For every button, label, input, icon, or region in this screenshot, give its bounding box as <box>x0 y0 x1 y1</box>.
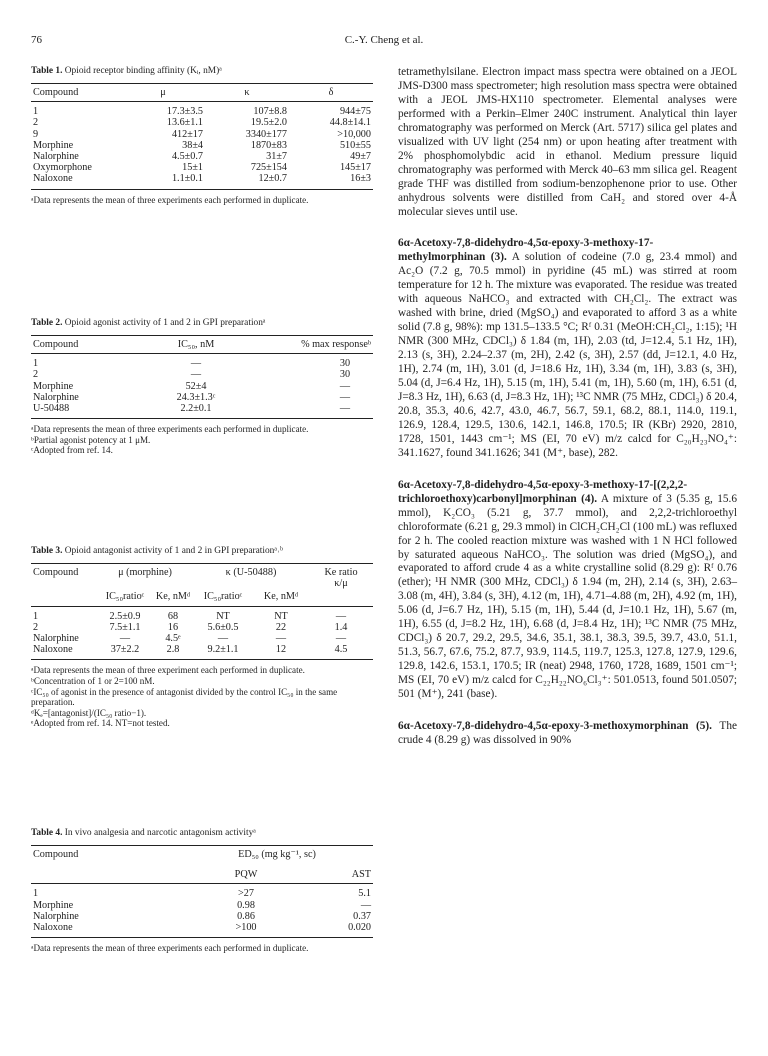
table-1-header: δ <box>328 87 334 98</box>
table-row: 2 7.5±1.1 16 5.6±0.5 22 1.4 <box>33 621 348 633</box>
table-row: 2 — 30 <box>33 369 351 381</box>
table-row: 1 2.5±0.9 68 NT NT — <box>33 610 347 622</box>
table-row: 1 >27 5.1 <box>33 888 371 900</box>
table-footnote: ᶜAdopted from ref. 14. <box>31 445 113 456</box>
table-4-caption: Table 4. In vivo analgesia and narcotic antagonism activityᵃ <box>31 828 256 838</box>
table-3-caption: Table 3. Opioid antagonist activity of 1 and 2 in GPI preparationᵃ˒ᵇ <box>31 546 283 556</box>
table-3-header: μ (morphine) <box>118 567 172 578</box>
table-row: 1 17.3±3.5 107±8.8 944±75 <box>33 106 371 118</box>
table-footnote: ᵇPartial agonist potency at 1 μM. <box>31 434 151 445</box>
table-1-header: μ <box>160 87 166 98</box>
table-footnote: ᵃData represents the mean of three experiments each performed in duplicate. <box>31 943 309 954</box>
right-column <box>398 66 737 748</box>
table-4-subheader: AST <box>351 869 371 881</box>
table-3-subheader: Ke, nMᵈ <box>263 591 299 603</box>
table-footnote: ᵇConcentration of 1 or 2=100 nM. <box>31 676 155 687</box>
table-row: Morphine 0.98 — <box>33 899 371 911</box>
table-4-subheader: PQW <box>234 869 258 881</box>
compound-4-text: A mixture of 3 (5.35 g, 15.6 mmol), K₂CO₃ (5.21 g, 37.7 mmol), and 2,2,2-trichloroethyl chloroformate (6.21 g, 29.3 mmol) in ClCH₂CH₂Cl (100 mL) was refluxed for 2 h. The cooled reaction mixture was washed with 1 N HCl followed by saturated aqueous NaHCO₃. The solution was dried (MgSO₄), and evaporated to afford crude 4 as a white crystalline solid (8.29 g): Rᶠ 0.76 (ether); ¹H NMR (300 MHz, CDCl₃) δ 1.94 (m, 2H), 2.14 (s, 3H), 2.63–3.08 (m, 4H), 3.84 (s, 3H), 4.12 (m, 1H), 4.71–4.88 (m, 2H), 4.92 (m, 1H), 5.06 (d, J=6.7 Hz, 1H), 5.15 (m, 1H), 5.44 (d, J=10.1 Hz, 1H), 5.67 (m, 1H), 6.55 (d, J=8.2 Hz, 1H), 6.68 (d, J=8.4 Hz, 1H); ¹³C NMR (75 MHz, CDCl₃) δ 20.7, 29.2, 29.5, 34.6, 35.1, 38.1, 38.3, 39.5, 39.7, 43.0, 51.1, 51.3, 56.7, 67.6, 75.2, 87.7, 93.9, 114.5, 119.7, 125.3, 127.8, 127.9, 129.6, 129.8, 142.6, 153.1, 170.5; IR (neat) 2948, 1760, 1728, 1689, 1501 cm⁻¹; MS (EI, 70 eV) m/z calcd for C₂₂H₂₂NO₆Cl₃⁺: 501.0513, found 501.0507; 501 (M⁺), 241 (base). <box>398 492 738 701</box>
table-footnote: ᵃData represents the mean of three experiment each performed in duplicate. <box>31 665 305 676</box>
page-header <box>31 34 737 50</box>
table-2-header: % max responseᵇ <box>301 339 371 350</box>
table-4-header: Compound <box>33 849 79 860</box>
table-4-grid <box>31 845 373 938</box>
experimental-intro: tetramethylsilane. Electron impact mass spectra were obtained on a JEOL JMS-D300 mass spectrometer; high resolution mass spectra were obtained with a JEOL JMS-HX110 spectrometer. Elemental analyses were performed with a Perkin–Elmer 240C instrument. Analytical thin layer chromatography was performed on Merck (Art. 5717) silica gel plates and visualized with UV light (254 nm) or upon heating after treatment with 2% phosphomolybdic acid in ethanol. Medium pressure liquid chromatography was performed with Merck 40–63 mm silica gel. Reagent grade THF was distilled from sodium-benzophenone prior to use. Other anhydrous solvents were distilled from CaH₂ and stored over 4-Å molecular sieves until use. <box>398 66 737 218</box>
table-row: Naloxone 1.1±0.1 12±0.7 16±3 <box>31 173 373 189</box>
compound-5-title: 6α-Acetoxy-7,8-didehydro-4,5α-epoxy-3-methoxymorphinan (5). <box>398 719 713 732</box>
table-1 <box>31 66 373 205</box>
table-row: Nalorphine 0.86 0.37 <box>33 910 371 922</box>
table-footnote: ᵉAdopted from ref. 14. NT=not tested. <box>31 718 170 729</box>
table-row: Morphine 52±4 — <box>33 380 351 392</box>
table-1-grid <box>31 83 373 190</box>
table-footnote: ᵃData represents the mean of three experiments each performed in duplicate. <box>31 194 309 205</box>
running-head: C.-Y. Cheng et al. <box>344 34 424 46</box>
compound-5-section <box>398 720 737 748</box>
table-3-ratio-sub: κ/μ <box>334 578 348 590</box>
table-1-header: κ <box>244 87 250 98</box>
table-3-header: Ke ratio <box>324 567 358 578</box>
table-row: Nalorphine 4.5±0.7 31±7 49±7 <box>33 151 371 163</box>
page-number: 76 <box>31 34 42 46</box>
table-2-caption: Table 2. Opioid agonist activity of 1 and 2 in GPI preparationᵃ <box>31 318 266 328</box>
table-2-grid <box>31 335 373 419</box>
table-3-header: κ (U-50488) <box>225 567 277 578</box>
table-3-subheader: IC₅₀ratioᶜ <box>105 591 145 603</box>
table-row: 2 13.6±1.1 19.5±2.0 44.8±14.1 <box>33 117 371 129</box>
table-footnote: ᶜIC₅₀ of agonist in the presence of antagonist divided by the control IC₅₀ in the same preparation. <box>31 686 338 708</box>
table-4-footnotes <box>31 943 373 954</box>
table-2-header: Compound <box>33 339 79 350</box>
table-4 <box>31 828 373 954</box>
table-3-header: Compound <box>33 567 79 578</box>
compound-3-title: 6α-Acetoxy-7,8-didehydro-4,5α-epoxy-3-methoxy-17-methylmorphinan (3). <box>398 237 654 264</box>
compound-3-section <box>398 237 737 460</box>
compound-5-text: The crude 4 (8.29 g) was dissolved in 90% <box>398 719 737 746</box>
table-row: 9 412±17 3340±177 >10,000 <box>33 128 371 140</box>
table-4-header: ED₅₀ (mg kg⁻¹, sc) <box>238 849 316 860</box>
table-2-footnotes <box>31 424 373 456</box>
table-3-subheader: Ke, nMᵈ <box>155 591 191 603</box>
table-1-header: Compound <box>33 87 79 98</box>
table-3-subheader: IC₅₀ratioᶜ <box>203 591 243 603</box>
table-footnote: ᵃData represents the mean of three experiments each performed in duplicate. <box>31 424 309 435</box>
table-footnote: ᵈKₑ=[antagonist]/(IC₅₀ ratio−1). <box>31 707 147 718</box>
table-row: Nalorphine 24.3±1.3ᶜ — <box>33 391 351 403</box>
table-row: U-50488 2.2±0.1 — <box>31 403 373 419</box>
table-3-grid <box>31 563 373 660</box>
table-1-caption: Table 1. Opioid receptor binding affinity (Kᵢ, nM)ᵃ <box>31 66 222 76</box>
compound-4-section <box>398 479 737 702</box>
table-row: Naloxone 37±2.2 2.8 9.2±1.1 12 4.5 <box>31 644 373 660</box>
table-3 <box>31 546 373 729</box>
table-2-header: IC₅₀, nM <box>177 339 215 350</box>
compound-4-title: 6α-Acetoxy-7,8-didehydro-4,5α-epoxy-3-methoxy-17-[(2,2,2-trichloroethoxy)carbonyl]morphinan (4). <box>398 478 688 505</box>
compound-3-text: A solution of codeine (7.0 g, 23.4 mmol) and Ac₂O (7.2 g, 70.5 mmol) in pyridine (45 mL) was stirred at room temperature for 12 h. The mixture was evaporated. The residue was treated with aqueous NaHCO₃ and extracted with CH₂Cl₂. The extract was washed with brine, dried (MgSO₄) and evaporated to afford 3 as a white solid (7.8 g, 98%): mp 131.5–133.5 °C; Rᶠ 0.31 (MeOH:CH₂Cl₂, 1:15); ¹H NMR (300 MHz, CDCl₃) δ 1.84 (m, 1H), 2.03 (td, J=12.4, 5.1 Hz, 1H), 2.13 (s, 3H), 2.24–2.37 (m, 2H), 2.42 (s, 3H), 2.57 (dd, J=12.1, 4.0 Hz, 1H), 2.74 (m, 1H), 3.01 (d, J=18.6 Hz, 1H), 3.34 (m, 1H), 3.83 (s, 3H), 5.04 (d, J=6.4 Hz, 1H), 5.15 (m, 1H), 5.41 (m, 1H), 5.60 (m, 1H), 6.51 (d, J=8.3 Hz, 1H), 6.63 (d, J=8.3 Hz, 1H); ¹³C NMR (75 MHz, CDCl₃) δ 20.4, 20.8, 35.3, 40.6, 42.7, 43.0, 46.7, 56.7, 59.1, 68.2, 88.1, 114.0, 119.1, 126.9, 128.4, 129.5, 130.6, 142.1, 146.8, 170.5; IR (KBr) 2920, 2810, 1728, 1501, 1443 cm⁻¹; MS (EI, 70 eV) m/z calcd for C₂₀H₂₃NO₄⁺: 341.1627, found 341.1626; 341 (M⁺, base), 282. <box>398 251 737 459</box>
table-row: Nalorphine — 4.5ᵉ — — — <box>33 633 347 645</box>
table-2 <box>31 318 373 456</box>
table-row: Morphine 38±4 1870±83 510±55 <box>33 139 371 151</box>
table-row: Oxymorphone 15±1 725±154 145±17 <box>33 162 371 174</box>
table-1-footnotes <box>31 195 373 206</box>
table-row: Naloxone >100 0.020 <box>31 922 373 938</box>
table-3-footnotes <box>31 665 373 729</box>
table-row: 1 — 30 <box>33 358 351 370</box>
